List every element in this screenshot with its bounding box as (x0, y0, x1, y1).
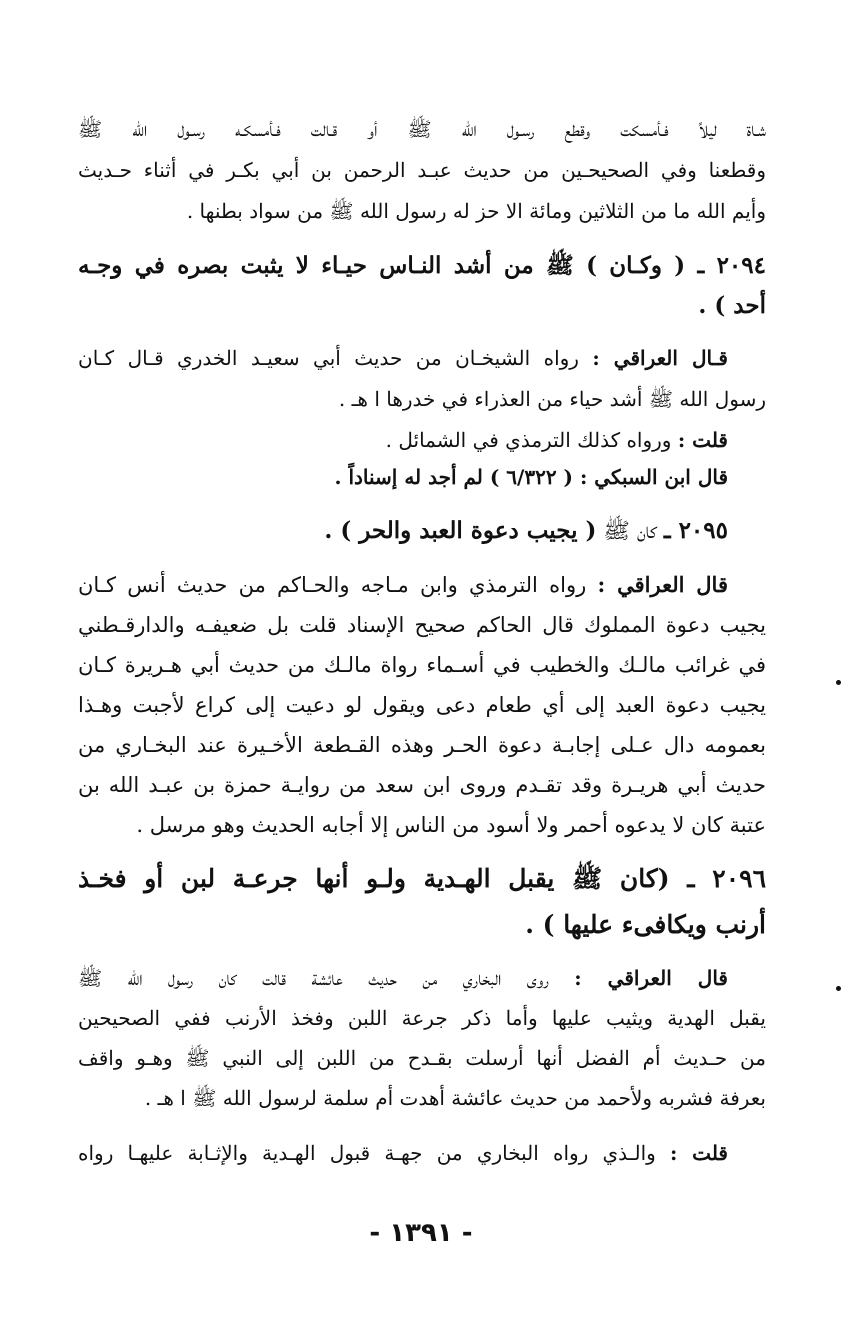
iraqi-note-text: روى البخاري من حديث عائشة قالت كان رسول الله ﷺ (78, 966, 575, 990)
qult-note-1 (78, 422, 766, 458)
entry-2094-heading-line-1: ٢٠٩٤ ـ ( وكـان ) ﷺ من أشد النـاس حيـاء لا يثبت بصره في وجـه (78, 252, 766, 279)
qult-text: والـذي رواه البخاري من جهـة قبول الهـدية والإثـابة عليهـا رواه (78, 1141, 671, 1165)
continuation-line-2: وقطعنا وفي الصحيحـين من حديث عبـد الرحمن بن أبي بكـر في أثناء حـديث (78, 158, 766, 182)
iraqi-note-2-line-1 (78, 567, 766, 603)
iraqi-note-text: رواه الشيخـان من حديث أبي سعيـد الخدري قـال كـان (78, 346, 593, 370)
iraqi-label: قـال العراقي : (592, 346, 728, 370)
entry-2094-heading-line-2: أحد ) . (698, 292, 766, 319)
iraqi-note-1-line-2: رسول الله ﷺ أشد حياء من العذراء في خدرها ا هـ . (338, 387, 766, 411)
iraqi-note-3-line-4: بعرفة فشربه ولأحمد من حديث عائشة أهدت أم سلمة لرسول الله ﷺ ا هـ . (144, 1086, 766, 1110)
qult-note-2 (78, 1135, 766, 1171)
iraqi-note-1-line-1 (78, 340, 766, 376)
page-number: - ١٣٩١ - (369, 1218, 473, 1248)
entry-2095-text: ( يجيب دعوة العبد والحر ) . (324, 517, 597, 544)
iraqi-note-3-line-1 (78, 960, 766, 996)
qult-label: قلت : (677, 428, 728, 452)
subki-label: قال ابن السبكي : (579, 465, 728, 489)
iraqi-note-2-line-6: حديث أبي هريـرة وقد تقـدم وروى ابن سعد من روايـة حمزة بن عبـد الله بن (78, 773, 766, 797)
qult-label: قلت : (670, 1141, 728, 1165)
continuation-line-1: شـاة ليلاً فـأمسكت وقطع رسـول الله ﷺ أو قـالت فـأمسكـه رسـول الله ﷺ (78, 117, 766, 141)
iraqi-label: قال العراقي : (574, 966, 728, 990)
iraqi-label: قال العراقي : (597, 572, 728, 597)
margin-mark (836, 986, 841, 991)
iraqi-note-3-line-2: يقبل الهدية ويثيب عليها وأما ذكر جرعة اللبن وفخذ الأرنب ففي الصحيحين (78, 1006, 766, 1030)
iraqi-note-2-line-7: عتبة كان لا يدعوه أحمر ولا أسود من الناس إلا أجابه الحديث وهو مرسل . (136, 813, 766, 837)
qult-text: ورواه كذلك الترمذي في الشمائل . (385, 428, 678, 452)
entry-2096-heading-line-1: ٢٠٩٦ ـ (كان ﷺ يقبل الهـدية ولـو أنها جرعـة لبن أو فخـذ (78, 864, 766, 893)
iraqi-note-2-line-4: يجيب دعوة العبد إلى أي طعام دعى ويقول لو دعيت إلى كراع لأجبت وهـذا (78, 693, 766, 717)
entry-2095-number: ٢٠٩٥ ـ (663, 517, 728, 544)
iraqi-note-text: رواه الترمذي وابن مـاجه والحـاكم من حديث أنس كـان (78, 573, 598, 597)
iraqi-note-3-line-3: من حـديث أم الفضل أنها أرسلت بقـدح من اللبن إلى النبي ﷺ وهـو واقف (78, 1046, 766, 1070)
margin-mark (836, 680, 841, 685)
iraqi-note-2-line-5: بعمومه دال عـلى إجابـة دعوة الحـر وهذه القـطعة الأخـيرة عند البخـاري من (78, 733, 766, 757)
iraqi-note-2-line-3: في غرائب مالـك والخطيب في أسـماء رواة مالـك من حديث أبي هـريرة كـان (78, 653, 766, 677)
entry-2096-heading-line-2: أرنب ويكافىء عليها ) . (525, 910, 766, 939)
continuation-line-3: وأيم الله ما من الثلاثين ومائة الا حز له رسول الله ﷺ من سواد بطنها . (186, 199, 766, 223)
entry-2095-heading (78, 513, 766, 549)
subki-text: ( ٦/٣٢٢ ) لم أجد له إسناداً . (334, 465, 580, 489)
iraqi-note-2-line-2: يجيب دعوة المملوك قال الحاكم صحيح الإسناد قلت بل ضعيفـه والدارقـطني (78, 613, 766, 637)
entry-2095-kan: كان ﷺ (596, 519, 664, 544)
subki-note (78, 459, 766, 495)
